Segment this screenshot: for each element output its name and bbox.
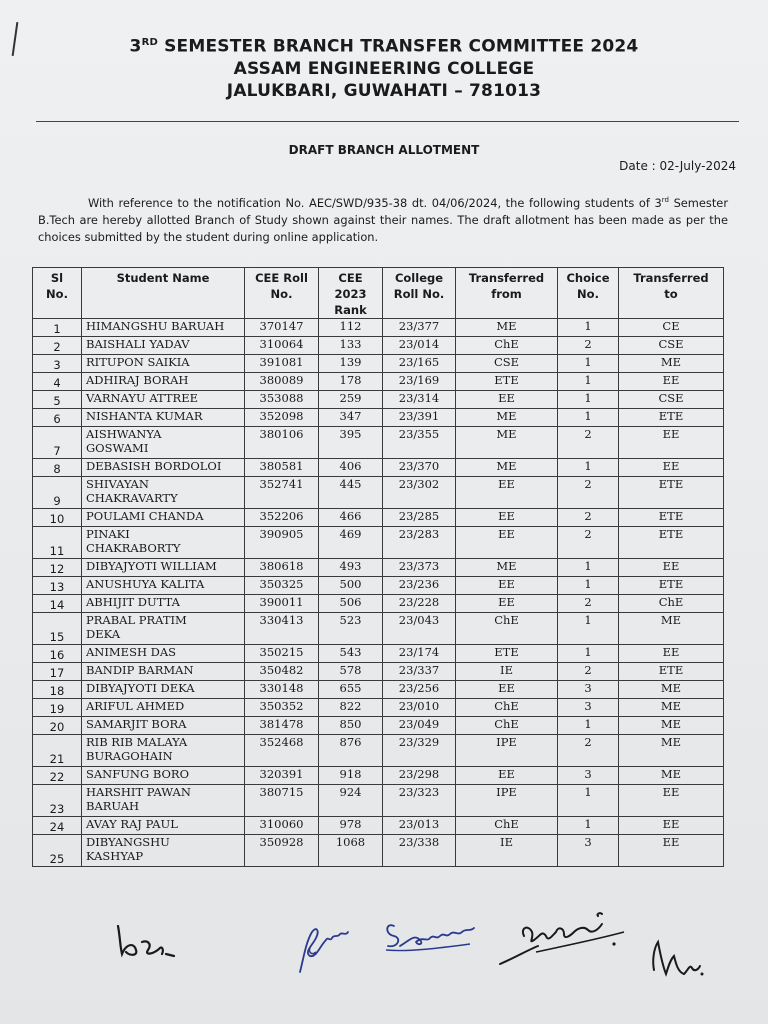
cell-transferred-from: ChE bbox=[456, 717, 558, 735]
cell-choice-no: 2 bbox=[558, 663, 619, 681]
cell-cee-rank: 578 bbox=[319, 663, 383, 681]
cell-transferred-from: ME bbox=[456, 319, 558, 337]
cell-transferred-to: EE bbox=[619, 459, 724, 477]
cell-cee-roll: 350352 bbox=[245, 699, 319, 717]
cell-transferred-from: ChE bbox=[456, 817, 558, 835]
cell-transferred-from: EE bbox=[456, 577, 558, 595]
cell-student-name: RIB RIB MALAYA BURAGOHAIN bbox=[82, 735, 245, 767]
cell-college-roll: 23/256 bbox=[383, 681, 456, 699]
cell-choice-no: 1 bbox=[558, 817, 619, 835]
cell-transferred-to: ChE bbox=[619, 595, 724, 613]
cell-sl-no: 22 bbox=[33, 767, 82, 785]
cell-cee-rank: 395 bbox=[319, 427, 383, 459]
cell-transferred-from: EE bbox=[456, 509, 558, 527]
cell-sl-no: 14 bbox=[33, 595, 82, 613]
cell-sl-no: 13 bbox=[33, 577, 82, 595]
cell-transferred-to: EE bbox=[619, 835, 724, 867]
cell-transferred-to: ME bbox=[619, 767, 724, 785]
cell-transferred-to: ETE bbox=[619, 663, 724, 681]
cell-choice-no: 2 bbox=[558, 427, 619, 459]
cell-cee-rank: 978 bbox=[319, 817, 383, 835]
table-row bbox=[33, 835, 724, 867]
cell-choice-no: 1 bbox=[558, 645, 619, 663]
cell-transferred-to: EE bbox=[619, 645, 724, 663]
table-row bbox=[33, 337, 724, 355]
cell-transferred-to: EE bbox=[619, 427, 724, 459]
cell-transferred-to: ETE bbox=[619, 527, 724, 559]
cell-cee-rank: 924 bbox=[319, 785, 383, 817]
cell-choice-no: 1 bbox=[558, 373, 619, 391]
cell-choice-no: 2 bbox=[558, 477, 619, 509]
cell-transferred-from: ME bbox=[456, 409, 558, 427]
cell-student-name: AVAY RAJ PAUL bbox=[82, 817, 245, 835]
cell-college-roll: 23/338 bbox=[383, 835, 456, 867]
cell-sl-no: 2 bbox=[33, 337, 82, 355]
table-row bbox=[33, 409, 724, 427]
cell-cee-roll: 380618 bbox=[245, 559, 319, 577]
cell-transferred-to: CE bbox=[619, 319, 724, 337]
cell-student-name: ABHIJIT DUTTA bbox=[82, 595, 245, 613]
table-row bbox=[33, 319, 724, 337]
cell-cee-roll: 380089 bbox=[245, 373, 319, 391]
cell-cee-rank: 500 bbox=[319, 577, 383, 595]
cell-transferred-to: EE bbox=[619, 817, 724, 835]
cell-choice-no: 2 bbox=[558, 735, 619, 767]
cell-transferred-from: EE bbox=[456, 391, 558, 409]
cell-choice-no: 1 bbox=[558, 409, 619, 427]
cell-student-name: DIBYANGSHU KASHYAP bbox=[82, 835, 245, 867]
cell-sl-no: 11 bbox=[33, 527, 82, 559]
cell-cee-roll: 350482 bbox=[245, 663, 319, 681]
table-row bbox=[33, 527, 724, 559]
cell-student-name: NISHANTA KUMAR bbox=[82, 409, 245, 427]
table-row bbox=[33, 595, 724, 613]
cell-transferred-from: EE bbox=[456, 681, 558, 699]
cell-transferred-from: EE bbox=[456, 477, 558, 509]
cell-sl-no: 9 bbox=[33, 477, 82, 509]
header-student-name: Student Name bbox=[82, 268, 245, 319]
cell-college-roll: 23/391 bbox=[383, 409, 456, 427]
cell-student-name: SHIVAYAN CHAKRAVARTY bbox=[82, 477, 245, 509]
cell-student-name: BAISHALI YADAV bbox=[82, 337, 245, 355]
cell-transferred-to: CSE bbox=[619, 337, 724, 355]
cell-cee-rank: 139 bbox=[319, 355, 383, 373]
cell-transferred-from: EE bbox=[456, 595, 558, 613]
header-cee-rank: CEE 2023 Rank bbox=[319, 268, 383, 319]
table-row bbox=[33, 645, 724, 663]
cell-college-roll: 23/228 bbox=[383, 595, 456, 613]
cell-student-name: ADHIRAJ BORAH bbox=[82, 373, 245, 391]
cell-sl-no: 3 bbox=[33, 355, 82, 373]
cell-cee-roll: 330148 bbox=[245, 681, 319, 699]
cell-cee-rank: 822 bbox=[319, 699, 383, 717]
cell-cee-roll: 350325 bbox=[245, 577, 319, 595]
cell-transferred-from: IE bbox=[456, 663, 558, 681]
cell-cee-rank: 259 bbox=[319, 391, 383, 409]
cell-student-name: SANFUNG BORO bbox=[82, 767, 245, 785]
cell-cee-roll: 352741 bbox=[245, 477, 319, 509]
cell-cee-rank: 133 bbox=[319, 337, 383, 355]
cell-cee-roll: 381478 bbox=[245, 717, 319, 735]
cell-choice-no: 1 bbox=[558, 355, 619, 373]
cell-college-roll: 23/169 bbox=[383, 373, 456, 391]
cell-choice-no: 3 bbox=[558, 699, 619, 717]
table-row bbox=[33, 785, 724, 817]
table-row bbox=[33, 477, 724, 509]
cell-transferred-to: CSE bbox=[619, 391, 724, 409]
cell-cee-roll: 310060 bbox=[245, 817, 319, 835]
cell-transferred-to: ME bbox=[619, 699, 724, 717]
header-sl-no: Sl No. bbox=[33, 268, 82, 319]
cell-transferred-to: EE bbox=[619, 373, 724, 391]
cell-transferred-to: EE bbox=[619, 785, 724, 817]
cell-cee-roll: 320391 bbox=[245, 767, 319, 785]
cell-student-name: DEBASISH BORDOLOI bbox=[82, 459, 245, 477]
cell-choice-no: 2 bbox=[558, 527, 619, 559]
signature-4 bbox=[494, 906, 634, 972]
cell-cee-rank: 112 bbox=[319, 319, 383, 337]
college-name: ASSAM ENGINEERING COLLEGE bbox=[233, 58, 535, 79]
header-cee-roll: CEE Roll No. bbox=[245, 268, 319, 319]
signature-5 bbox=[640, 930, 710, 990]
cell-sl-no: 15 bbox=[33, 613, 82, 645]
cell-transferred-from: ChE bbox=[456, 699, 558, 717]
cell-transferred-from: IE bbox=[456, 835, 558, 867]
cell-college-roll: 23/377 bbox=[383, 319, 456, 337]
college-address: JALUKBARI, GUWAHATI – 781013 bbox=[226, 80, 542, 101]
table-row bbox=[33, 699, 724, 717]
table-row bbox=[33, 459, 724, 477]
cell-student-name: VARNAYU ATTREE bbox=[82, 391, 245, 409]
committee-title: 3RD SEMESTER BRANCH TRANSFER COMMITTEE 2024 bbox=[129, 36, 639, 57]
cell-cee-roll: 380106 bbox=[245, 427, 319, 459]
cell-transferred-from: CSE bbox=[456, 355, 558, 373]
cell-sl-no: 21 bbox=[33, 735, 82, 767]
cell-choice-no: 2 bbox=[558, 595, 619, 613]
cell-cee-roll: 310064 bbox=[245, 337, 319, 355]
cell-transferred-to: ME bbox=[619, 735, 724, 767]
cell-cee-rank: 523 bbox=[319, 613, 383, 645]
cell-cee-rank: 406 bbox=[319, 459, 383, 477]
cell-college-roll: 23/010 bbox=[383, 699, 456, 717]
header-choice-no: Choice No. bbox=[558, 268, 619, 319]
cell-sl-no: 12 bbox=[33, 559, 82, 577]
cell-student-name: RITUPON SAIKIA bbox=[82, 355, 245, 373]
cell-sl-no: 4 bbox=[33, 373, 82, 391]
cell-cee-rank: 445 bbox=[319, 477, 383, 509]
cell-cee-rank: 1068 bbox=[319, 835, 383, 867]
cell-transferred-to: ETE bbox=[619, 477, 724, 509]
cell-college-roll: 23/013 bbox=[383, 817, 456, 835]
cell-transferred-to: ETE bbox=[619, 409, 724, 427]
cell-transferred-from: EE bbox=[456, 767, 558, 785]
cell-student-name: ARIFUL AHMED bbox=[82, 699, 245, 717]
header-transferred-to: Transferred to bbox=[619, 268, 724, 319]
cell-cee-rank: 655 bbox=[319, 681, 383, 699]
cell-college-roll: 23/355 bbox=[383, 427, 456, 459]
header-college-roll: College Roll No. bbox=[383, 268, 456, 319]
cell-choice-no: 1 bbox=[558, 717, 619, 735]
cell-sl-no: 18 bbox=[33, 681, 82, 699]
cell-sl-no: 7 bbox=[33, 427, 82, 459]
cell-sl-no: 25 bbox=[33, 835, 82, 867]
cell-choice-no: 3 bbox=[558, 767, 619, 785]
cell-cee-rank: 178 bbox=[319, 373, 383, 391]
table-row bbox=[33, 559, 724, 577]
cell-cee-rank: 347 bbox=[319, 409, 383, 427]
cell-transferred-from: ME bbox=[456, 427, 558, 459]
cell-sl-no: 17 bbox=[33, 663, 82, 681]
cell-choice-no: 2 bbox=[558, 509, 619, 527]
table-row bbox=[33, 717, 724, 735]
cell-transferred-from: ETE bbox=[456, 645, 558, 663]
cell-student-name: ANUSHUYA KALITA bbox=[82, 577, 245, 595]
cell-transferred-to: ME bbox=[619, 717, 724, 735]
table-row bbox=[33, 355, 724, 373]
cell-cee-roll: 352206 bbox=[245, 509, 319, 527]
cell-cee-roll: 370147 bbox=[245, 319, 319, 337]
cell-sl-no: 5 bbox=[33, 391, 82, 409]
cell-cee-rank: 850 bbox=[319, 717, 383, 735]
cell-cee-rank: 506 bbox=[319, 595, 383, 613]
cell-student-name: BANDIP BARMAN bbox=[82, 663, 245, 681]
cell-transferred-to: ETE bbox=[619, 577, 724, 595]
table-row bbox=[33, 681, 724, 699]
signatures-area bbox=[0, 900, 768, 1010]
cell-transferred-from: ChE bbox=[456, 337, 558, 355]
table-row bbox=[33, 613, 724, 645]
cell-college-roll: 23/049 bbox=[383, 717, 456, 735]
cell-transferred-to: EE bbox=[619, 559, 724, 577]
cell-choice-no: 2 bbox=[558, 337, 619, 355]
cell-sl-no: 24 bbox=[33, 817, 82, 835]
cell-transferred-from: ME bbox=[456, 559, 558, 577]
table-row bbox=[33, 817, 724, 835]
table-row bbox=[33, 509, 724, 527]
cell-transferred-from: ETE bbox=[456, 373, 558, 391]
cell-cee-rank: 543 bbox=[319, 645, 383, 663]
cell-cee-rank: 493 bbox=[319, 559, 383, 577]
cell-cee-roll: 353088 bbox=[245, 391, 319, 409]
signature-3 bbox=[380, 910, 480, 960]
cell-transferred-from: IPE bbox=[456, 735, 558, 767]
document-title: DRAFT BRANCH ALLOTMENT bbox=[288, 143, 480, 157]
cell-college-roll: 23/043 bbox=[383, 613, 456, 645]
cell-college-roll: 23/329 bbox=[383, 735, 456, 767]
document-date: Date : 02-July-2024 bbox=[619, 159, 736, 173]
table-row bbox=[33, 663, 724, 681]
cell-student-name: HARSHIT PAWAN BARUAH bbox=[82, 785, 245, 817]
document-header bbox=[0, 32, 768, 102]
table-row bbox=[33, 391, 724, 409]
cell-cee-roll: 390011 bbox=[245, 595, 319, 613]
cell-cee-rank: 876 bbox=[319, 735, 383, 767]
cell-student-name: POULAMI CHANDA bbox=[82, 509, 245, 527]
cell-cee-roll: 352098 bbox=[245, 409, 319, 427]
cell-transferred-from: IPE bbox=[456, 785, 558, 817]
cell-cee-roll: 380715 bbox=[245, 785, 319, 817]
cell-transferred-from: EE bbox=[456, 527, 558, 559]
notice-paragraph: With reference to the notification No. AEC/SWD/935-38 dt. 04/06/2024, the following students of 3rd Semester B.Tech are hereby allotted Branch of Study shown against their names. The draft allotment has been made as per the choices submitted by the student during online application. bbox=[38, 195, 728, 244]
cell-college-roll: 23/370 bbox=[383, 459, 456, 477]
cell-cee-roll: 350928 bbox=[245, 835, 319, 867]
cell-sl-no: 20 bbox=[33, 717, 82, 735]
cell-transferred-to: ME bbox=[619, 681, 724, 699]
cell-cee-rank: 466 bbox=[319, 509, 383, 527]
cell-student-name: PRABAL PRATIM DEKA bbox=[82, 613, 245, 645]
table-row bbox=[33, 577, 724, 595]
cell-student-name: DIBYAJYOTI DEKA bbox=[82, 681, 245, 699]
cell-student-name: HIMANGSHU BARUAH bbox=[82, 319, 245, 337]
cell-college-roll: 23/236 bbox=[383, 577, 456, 595]
cell-choice-no: 1 bbox=[558, 785, 619, 817]
cell-transferred-to: ME bbox=[619, 355, 724, 373]
cell-college-roll: 23/314 bbox=[383, 391, 456, 409]
cell-cee-roll: 390905 bbox=[245, 527, 319, 559]
cell-cee-roll: 391081 bbox=[245, 355, 319, 373]
cell-sl-no: 8 bbox=[33, 459, 82, 477]
cell-student-name: PINAKI CHAKRABORTY bbox=[82, 527, 245, 559]
table-row bbox=[33, 373, 724, 391]
cell-choice-no: 3 bbox=[558, 835, 619, 867]
cell-sl-no: 16 bbox=[33, 645, 82, 663]
table-body bbox=[33, 319, 724, 867]
cell-cee-roll: 380581 bbox=[245, 459, 319, 477]
cell-choice-no: 1 bbox=[558, 319, 619, 337]
table-header-row bbox=[33, 268, 724, 319]
cell-college-roll: 23/285 bbox=[383, 509, 456, 527]
cell-choice-no: 1 bbox=[558, 613, 619, 645]
cell-college-roll: 23/302 bbox=[383, 477, 456, 509]
cell-choice-no: 1 bbox=[558, 391, 619, 409]
cell-college-roll: 23/014 bbox=[383, 337, 456, 355]
cell-sl-no: 6 bbox=[33, 409, 82, 427]
cell-cee-roll: 330413 bbox=[245, 613, 319, 645]
cell-college-roll: 23/283 bbox=[383, 527, 456, 559]
cell-choice-no: 3 bbox=[558, 681, 619, 699]
signature-1 bbox=[112, 920, 184, 962]
cell-college-roll: 23/337 bbox=[383, 663, 456, 681]
cell-choice-no: 1 bbox=[558, 459, 619, 477]
cell-transferred-to: ETE bbox=[619, 509, 724, 527]
cell-cee-roll: 352468 bbox=[245, 735, 319, 767]
cell-sl-no: 19 bbox=[33, 699, 82, 717]
cell-college-roll: 23/323 bbox=[383, 785, 456, 817]
cell-cee-rank: 918 bbox=[319, 767, 383, 785]
cell-sl-no: 1 bbox=[33, 319, 82, 337]
cell-sl-no: 23 bbox=[33, 785, 82, 817]
cell-student-name: AISHWANYA GOSWAMI bbox=[82, 427, 245, 459]
cell-transferred-from: ME bbox=[456, 459, 558, 477]
cell-college-roll: 23/174 bbox=[383, 645, 456, 663]
cell-choice-no: 1 bbox=[558, 559, 619, 577]
header-transferred-from: Transferred from bbox=[456, 268, 558, 319]
cell-student-name: ANIMESH DAS bbox=[82, 645, 245, 663]
cell-sl-no: 10 bbox=[33, 509, 82, 527]
cell-student-name: SAMARJIT BORA bbox=[82, 717, 245, 735]
cell-cee-rank: 469 bbox=[319, 527, 383, 559]
cell-transferred-from: ChE bbox=[456, 613, 558, 645]
cell-college-roll: 23/298 bbox=[383, 767, 456, 785]
cell-choice-no: 1 bbox=[558, 577, 619, 595]
allotment-table bbox=[32, 267, 724, 867]
cell-college-roll: 23/165 bbox=[383, 355, 456, 373]
signature-2 bbox=[290, 912, 356, 978]
table-row bbox=[33, 427, 724, 459]
cell-college-roll: 23/373 bbox=[383, 559, 456, 577]
cell-student-name: DIBYAJYOTI WILLIAM bbox=[82, 559, 245, 577]
header-divider bbox=[36, 121, 739, 122]
cell-cee-roll: 350215 bbox=[245, 645, 319, 663]
cell-transferred-to: ME bbox=[619, 613, 724, 645]
table-row bbox=[33, 735, 724, 767]
table-row bbox=[33, 767, 724, 785]
